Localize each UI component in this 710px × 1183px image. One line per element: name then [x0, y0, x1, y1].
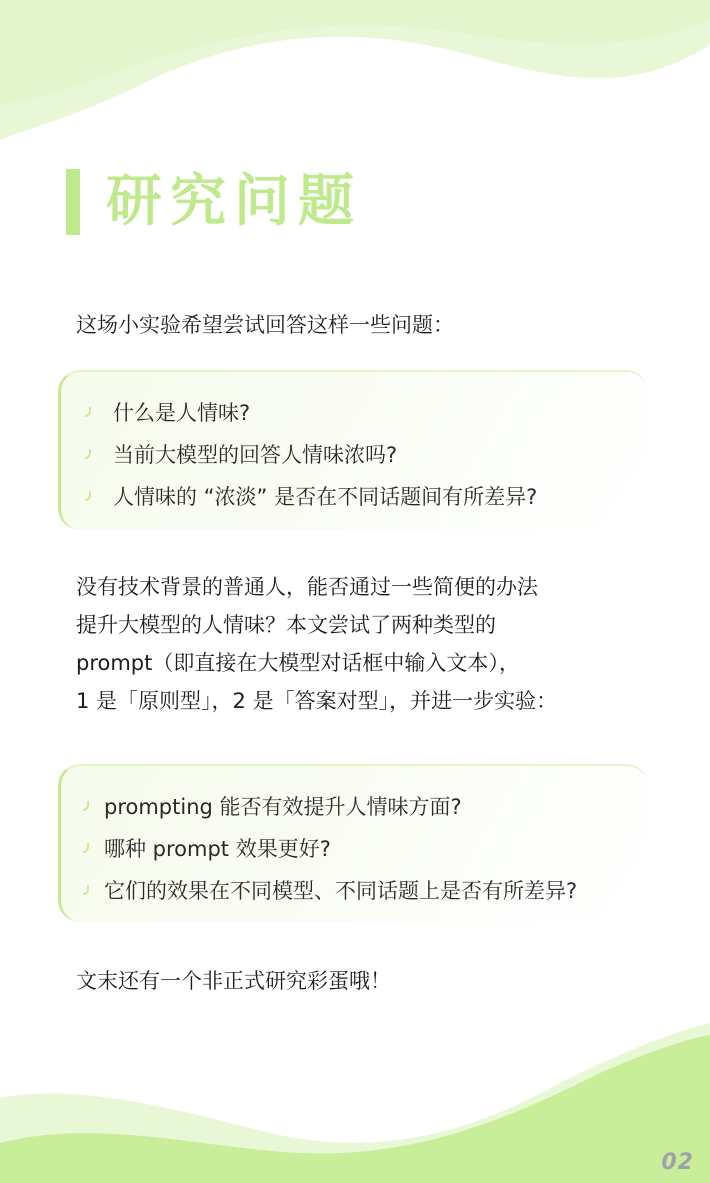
bottom-wave-decoration	[0, 1023, 710, 1183]
section-heading	[66, 168, 362, 236]
experiment-text: 哪种 prompt 效果更好?	[104, 837, 331, 861]
question-text: 当前大模型的回答人情味浓吗?	[113, 443, 398, 467]
method-line: 没有技术背景的普通人，能否通过一些简便的办法	[76, 575, 538, 599]
bullet-icon	[85, 407, 91, 417]
question-text: 人情味的 “浓淡” 是否在不同话题间有所差异?	[113, 485, 538, 509]
bullet-icon	[83, 843, 89, 853]
list-item	[61, 786, 648, 828]
list-item	[61, 870, 648, 912]
experiment-text: 它们的效果在不同模型、不同话题上是否有所差异?	[104, 879, 578, 903]
list-item	[61, 392, 648, 434]
bullet-icon	[83, 885, 89, 895]
section-title: 研究问题	[106, 169, 362, 234]
method-line: 1 是「原则型」，2 是「答案对型」，并进一步实验：	[76, 689, 558, 713]
list-item	[61, 828, 648, 870]
intro-text: 这场小实验希望尝试回答这样一些问题：	[76, 313, 454, 337]
bullet-icon	[85, 449, 91, 459]
questions-list	[61, 392, 648, 518]
method-line: prompt（即直接在大模型对话框中输入文本），	[76, 651, 520, 675]
top-wave-decoration	[0, 0, 710, 160]
list-item	[61, 476, 648, 518]
list-item	[61, 434, 648, 476]
heading-accent-bar	[66, 169, 80, 235]
bullet-icon	[83, 801, 89, 811]
method-line: 提升大模型的人情味？本文尝试了两种类型的	[76, 613, 496, 637]
method-paragraph	[76, 568, 650, 720]
page-number: 02	[661, 1150, 694, 1175]
bullet-icon	[85, 491, 91, 501]
outro-text: 文末还有一个非正式研究彩蛋哦！	[76, 969, 391, 993]
experiment-text: prompting 能否有效提升人情味方面?	[104, 795, 462, 819]
experiments-list	[61, 786, 648, 912]
questions-card	[58, 370, 648, 530]
question-text: 什么是人情味?	[113, 401, 251, 425]
experiments-card	[58, 764, 648, 922]
